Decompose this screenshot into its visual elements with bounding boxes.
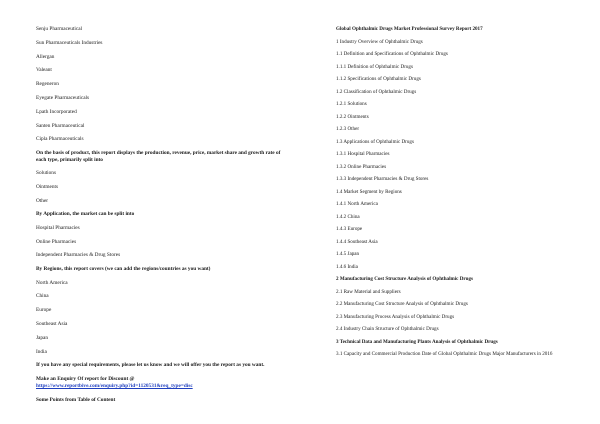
- toc-item: 1.4.3 Europe: [336, 226, 363, 232]
- region-item: China: [36, 293, 49, 300]
- toc-item: 3.1 Capacity and Commercial Production Date of Global Ophthalmic Drugs Major Manufacturers in 2016: [336, 351, 553, 357]
- toc-item: 1.2.1 Solutions: [336, 101, 367, 107]
- toc-item: 1.1.2 Specifications of Ophthalmic Drugs: [336, 76, 421, 82]
- application-item: Hospital Pharmacies: [36, 224, 80, 231]
- toc-item: 1.4.5 Japan: [336, 251, 360, 257]
- requirements-text: If you have any special requirements, please let us know and we will offer you the report as you want.: [36, 362, 265, 369]
- region-item: Japan: [36, 334, 49, 341]
- toc-item: 3 Technical Data and Manufacturing Plants Analysis of Ophthalmic Drugs: [336, 338, 498, 345]
- left-column: [36, 26, 288, 410]
- product-type-item: Other: [36, 197, 49, 204]
- enquiry-link[interactable]: https://www.reportbive.com/enquiry.php?id=1120531&req_type=disc: [36, 383, 193, 390]
- company-item: Cipla Pharmaceuticals: [36, 136, 84, 143]
- toc-item: 1.4.6 India: [336, 263, 358, 270]
- toc-item: 2.4 Industry Chain Structure of Ophthalmic Drugs: [336, 326, 439, 332]
- toc-item: 2.2 Manufacturing Cost Structure Analysis of Ophthalmic Drugs: [336, 301, 468, 307]
- company-item: Eyegate Pharmaceuticals: [36, 94, 90, 101]
- toc-item: 1.1.1 Definition of Ophthalmic Drugs: [336, 63, 413, 70]
- product-heading: On the basis of product, this report displays the production, revenue, price, market share and growth rate of each type, primarily split into: [36, 150, 281, 163]
- toc-item: 1.2.2 Ointments: [336, 113, 369, 120]
- region-item: Southeast Asia: [36, 320, 68, 327]
- application-item: Independent Pharmacies & Drug Stores: [36, 252, 121, 259]
- company-item: Lpath Incorporated: [36, 108, 77, 115]
- toc-item: 1.4.4 Southeast Asia: [336, 238, 378, 245]
- region-item: North America: [36, 279, 68, 286]
- toc-item: 1.3.3 Independent Pharmacies & Drug Stores: [336, 176, 429, 182]
- company-item: Santen Pharmaceutical: [36, 122, 85, 129]
- toc-item: 1.2.3 Other: [336, 126, 360, 132]
- report-title: Global Ophthalmic Drugs Market Professional Survey Report 2017: [336, 26, 483, 32]
- toc-item: 1.4.1 North America: [336, 201, 378, 207]
- product-type-item: Solutions: [36, 169, 57, 176]
- company-item: Valeant: [36, 67, 52, 74]
- right-column: [336, 26, 582, 364]
- toc-item: 1.3 Applications of Ophthalmic Drugs: [336, 138, 414, 145]
- toc-item: 1.3.2 Online Pharmacies: [336, 163, 387, 170]
- toc-item: 1.1 Definition and Specifications of Ophthalmic Drugs: [336, 51, 448, 57]
- toc-item: 1.2 Classification of Ophthalmic Drugs: [336, 88, 417, 95]
- toc-item: 2.3 Manufacturing Process Analysis of Ophthalmic Drugs: [336, 313, 455, 320]
- company-item: Sun Pharmaceuticals Industries: [36, 39, 103, 46]
- enquiry-label: Make an Enquiry Of report for Discount @: [36, 375, 135, 382]
- toc-item: 1.4 Market Segment by Regions: [336, 188, 402, 195]
- toc-item: 1.4.2 China: [336, 213, 360, 220]
- toc-item: 1 Industry Overview of Ophthalmic Drugs: [336, 38, 423, 45]
- region-item: Europe: [36, 307, 52, 314]
- company-item: Senju Pharmaceutical: [36, 26, 83, 32]
- product-type-item: Ointments: [36, 183, 59, 190]
- toc-heading: Some Points from Table of Content: [36, 396, 116, 403]
- region-item: India: [36, 348, 47, 355]
- toc-item: 2 Manufacturing Cost Structure Analysis of Ophthalmic Drugs: [336, 276, 474, 282]
- application-heading: By Application, the market can be split into: [36, 211, 135, 218]
- company-item: Allergan: [36, 53, 55, 60]
- toc-item: 1.3.1 Hospital Pharmacies: [336, 151, 390, 157]
- application-item: Online Pharmacies: [36, 238, 77, 245]
- company-item: Regeneron: [36, 81, 59, 88]
- regions-heading: By Regions, this report covers (we can add the regions/countries as you want): [36, 266, 211, 273]
- toc-item: 2.1 Raw Material and Suppliers: [336, 288, 401, 295]
